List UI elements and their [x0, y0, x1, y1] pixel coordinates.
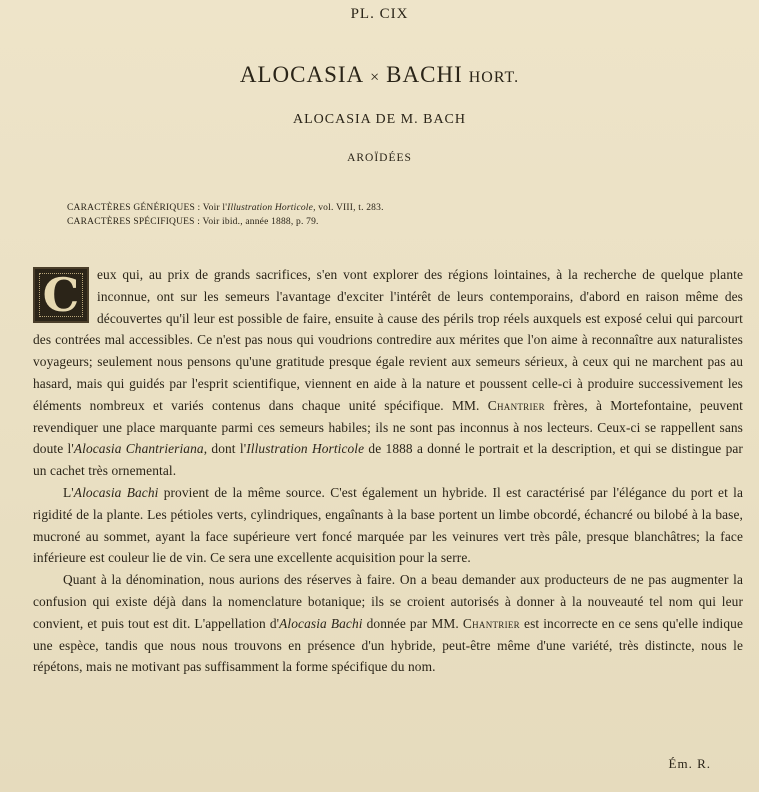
species-name: Alocasia Bachi	[279, 615, 363, 631]
characters-block	[67, 201, 667, 229]
title-species: BACHI	[386, 62, 463, 87]
author-name: Chantrier	[462, 615, 520, 631]
article-body	[33, 264, 743, 678]
dropcap-letter: C	[42, 268, 80, 322]
specific-label: CARACTÈRES SPÉCIFIQUES :	[67, 217, 201, 227]
page-title	[0, 62, 759, 88]
title-genus: ALOCASIA	[239, 62, 365, 87]
ornamental-dropcap	[33, 267, 89, 323]
journal-title: Illustration Horticole	[246, 441, 365, 457]
generic-ref-title: Illustration Horticole	[227, 203, 314, 213]
paragraph-3: Quant à la dénomination, nous aurions des réserves à faire. On a beau demander aux producteurs de ne pas augmenter la confusion qui existe déjà dans la nomenclature botanique; ils se croient autorisés à donner à la nouveauté tel nom qui leur convient, et puis tout est dit. L'appellation d'Alocasia Bachi donnée par MM. Chantrier est incorrecte en ce sens qu'elle indique une espèce, tandis que nous nous trouvons en présence d'un hybride, peut-être même d'une variété, très distincte, nous le répétons, mais ne motivant pas suffisamment la forme spécifique du nom.	[33, 572, 744, 675]
species-name: Alocasia Chantrieriana	[73, 441, 204, 457]
specific-characters: CARACTÈRES SPÉCIFIQUES : Voir ibid., année 1888, p. 79.	[67, 217, 319, 227]
species-name: Alocasia Bachi	[73, 484, 159, 500]
paragraph-2: L'Alocasia Bachi provient de la même source. C'est également un hybride. Il est caractérisé par l'élégance du port et la rigidité de la plante. Les pétioles verts, cylindriques, engaînants à la base portent un limbe obcordé, échancré ou bilobé à la base, mucroné au sommet, ayant la face supérieure vert foncé marquée par les veinures vert très pâle, presque blanchâtres; la face inférieure est couleur lie de vin. Ce sera une excellente acquisition pour la serre.	[33, 484, 743, 566]
paragraph-1: C eux qui, au prix de grands sacrifices, s'en vont explorer des régions lointaines, à la recherche de quelque plante inconnue, ont sur les semeurs l'avantage d'exciter l'intérêt de leurs contemporains, d'abord en raison même des découvertes qu'il leur est possible de faire, ensuite à cause des périls trop réels auxquels est exposé celui qui parcourt des contrées mal accessibles. Ce n'est pas nous qui voudrions contredire aux mérites que l'on aime à reconnaître aux naturalistes voyageurs; seulement nous pensons qu'une gratitude presque égale revient aux semeurs sérieux, à ceux qui ne marchent pas au hasard, mais qui guidés par l'esprit scientifique, viennent en aide à la nature et poussent celle-ci à produire successivement les éléments nombreux et variés contenus dans chaque unité spécifique. MM. Chantrier frères, à Mortefontaine, peuvent revendiquer une place marquante parmi ces semeurs habiles; ils ne sont pas inconnus à nos lecteurs. Ceux-ci se rappellent sans doute l'Alocasia Chantrieriana, dont l'Illustration Horticole de 1888 a donné le portrait et la description, et qui se distingue par un cachet très ornemental.	[33, 267, 743, 479]
author-name: Chantrier	[487, 397, 545, 413]
plate-number: PL. CIX	[350, 6, 409, 22]
title-author: HORT.	[468, 69, 520, 86]
generic-label: CARACTÈRES GÉNÉRIQUES :	[67, 203, 201, 213]
author-signature: Ém. R.	[668, 756, 711, 771]
plant-family: AROÏDÉES	[347, 152, 412, 164]
generic-characters: CARACTÈRES GÉNÉRIQUES : Voir l'Illustration Horticole, vol. VIII, t. 283.	[67, 203, 384, 213]
hybrid-cross-sign: ×	[370, 69, 381, 86]
page-subtitle: ALOCASIA DE M. BACH	[292, 112, 466, 127]
